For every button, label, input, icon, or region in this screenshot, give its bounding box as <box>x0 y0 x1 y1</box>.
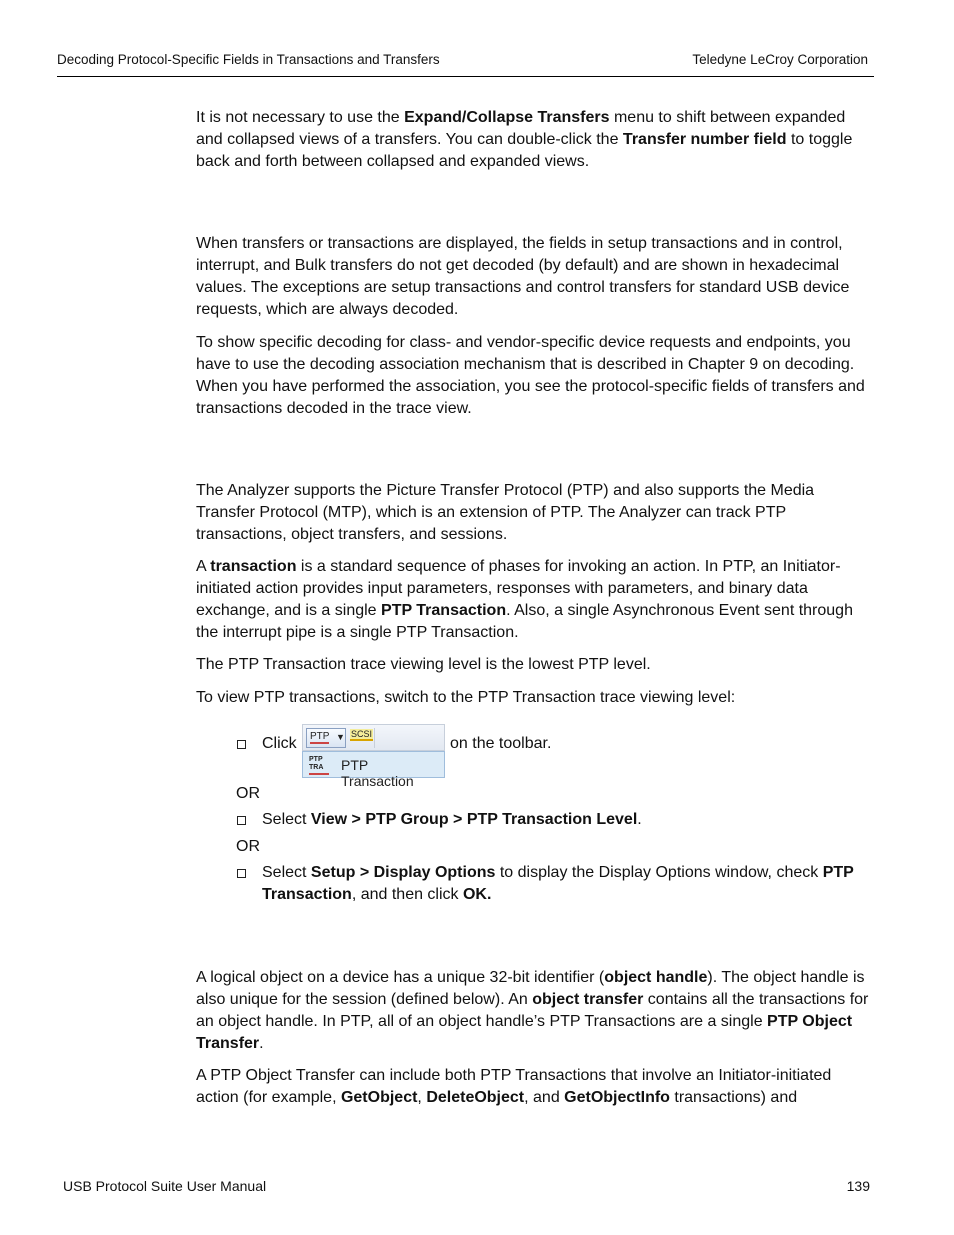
paragraph-expand-collapse: It is not necessary to use the Expand/Collapse Transfers menu to shift between expanded and collapsed views of a transfers. You can double-click the Transfer number field to toggle back and forth between collapsed and expanded views. <box>196 109 853 170</box>
bullet-view-menu-path: Select View > PTP Group > PTP Transaction Level. <box>262 811 642 828</box>
paragraph-object-handle: A logical object on a device has a unique 32-bit identifier (object handle). The object handle is also unique for the session (defined below). An object transfer contains all the transactions for an object handle. In PTP, all of an object handle’s PTP Transactions are a single PTP Object Transfer. <box>196 969 869 1052</box>
bullet-checkbox-icon <box>237 869 246 878</box>
ptp-level-button[interactable] <box>306 728 346 748</box>
paragraph-object-transfer: A PTP Object Transfer can include both PTP Transactions that involve an Initiator-initiated action (for example, GetObject, DeleteObject, and GetObjectInfo transactions) and <box>196 1067 832 1106</box>
bullet-toolbar-text: on the toolbar. <box>450 735 552 752</box>
menu-item-ptp-transaction[interactable] <box>302 751 445 789</box>
bullet-checkbox-icon <box>237 740 246 749</box>
toolbar-separator <box>374 728 375 748</box>
page-number: 139 <box>846 1178 870 1194</box>
paragraph-default-decoding: When transfers or transactions are displayed, the fields in setup transactions and in control, interrupt, and Bulk transfers do not get decoded (by default) and are shown in hexadecimal values. The exceptions are setup transactions and control transfers for standard USB device requests, which are always decoded. <box>196 235 850 318</box>
bullet-checkbox-icon <box>237 816 246 825</box>
toolbar-graphic <box>302 724 445 751</box>
or-separator: OR <box>236 838 260 855</box>
menu-item-label: PTP Transaction <box>341 757 414 789</box>
chevron-down-icon[interactable]: ▼ <box>336 732 345 742</box>
or-separator: OR <box>236 785 260 802</box>
paragraph-ptp-support: The Analyzer supports the Picture Transfer Protocol (PTP) and also supports the Media Transfer Protocol (MTP), which is an extension of PTP. The Analyzer can track PTP transactions, object transfers, and sessions. <box>196 482 815 543</box>
paragraph-lowest-level: The PTP Transaction trace viewing level is the lowest PTP level. <box>196 656 651 673</box>
footer-manual-title: USB Protocol Suite User Manual <box>63 1178 267 1194</box>
page-header-company: Teledyne LeCroy Corporation <box>692 52 868 67</box>
bullet-display-options: Select Setup > Display Options to display the Display Options window, check PTP Transaction, and then click OK. <box>262 864 854 903</box>
paragraph-decoding-association: To show specific decoding for class- and vendor-specific device requests and endpoints, you have to use the decoding association mechanism that is described in Chapter 9 on decoding. When you have performed the association, you see the protocol-specific fields of transfers and transactions decoded in the trace view. <box>196 334 865 417</box>
scsi-icon[interactable]: SCSI <box>351 729 373 739</box>
bullet-click-text: Click <box>262 735 297 752</box>
header-rule <box>57 76 874 77</box>
paragraph-view-instructions: To view PTP transactions, switch to the PTP Transaction trace viewing level: <box>196 689 736 706</box>
ptp-transaction-icon: PTP TRA <box>309 756 329 775</box>
ptp-icon: PTP <box>310 731 330 742</box>
page-header-title: Decoding Protocol-Specific Fields in Transactions and Transfers <box>57 52 440 67</box>
paragraph-transaction-definition: A transaction is a standard sequence of phases for invoking an action. In PTP, an Initiator-initiated action provides input parameters, responses with parameters, and binary data exchange, and is a single PTP Transaction. Also, a single Asynchronous Event sent through the interrupt pipe is a single PTP Transaction. <box>196 558 853 641</box>
